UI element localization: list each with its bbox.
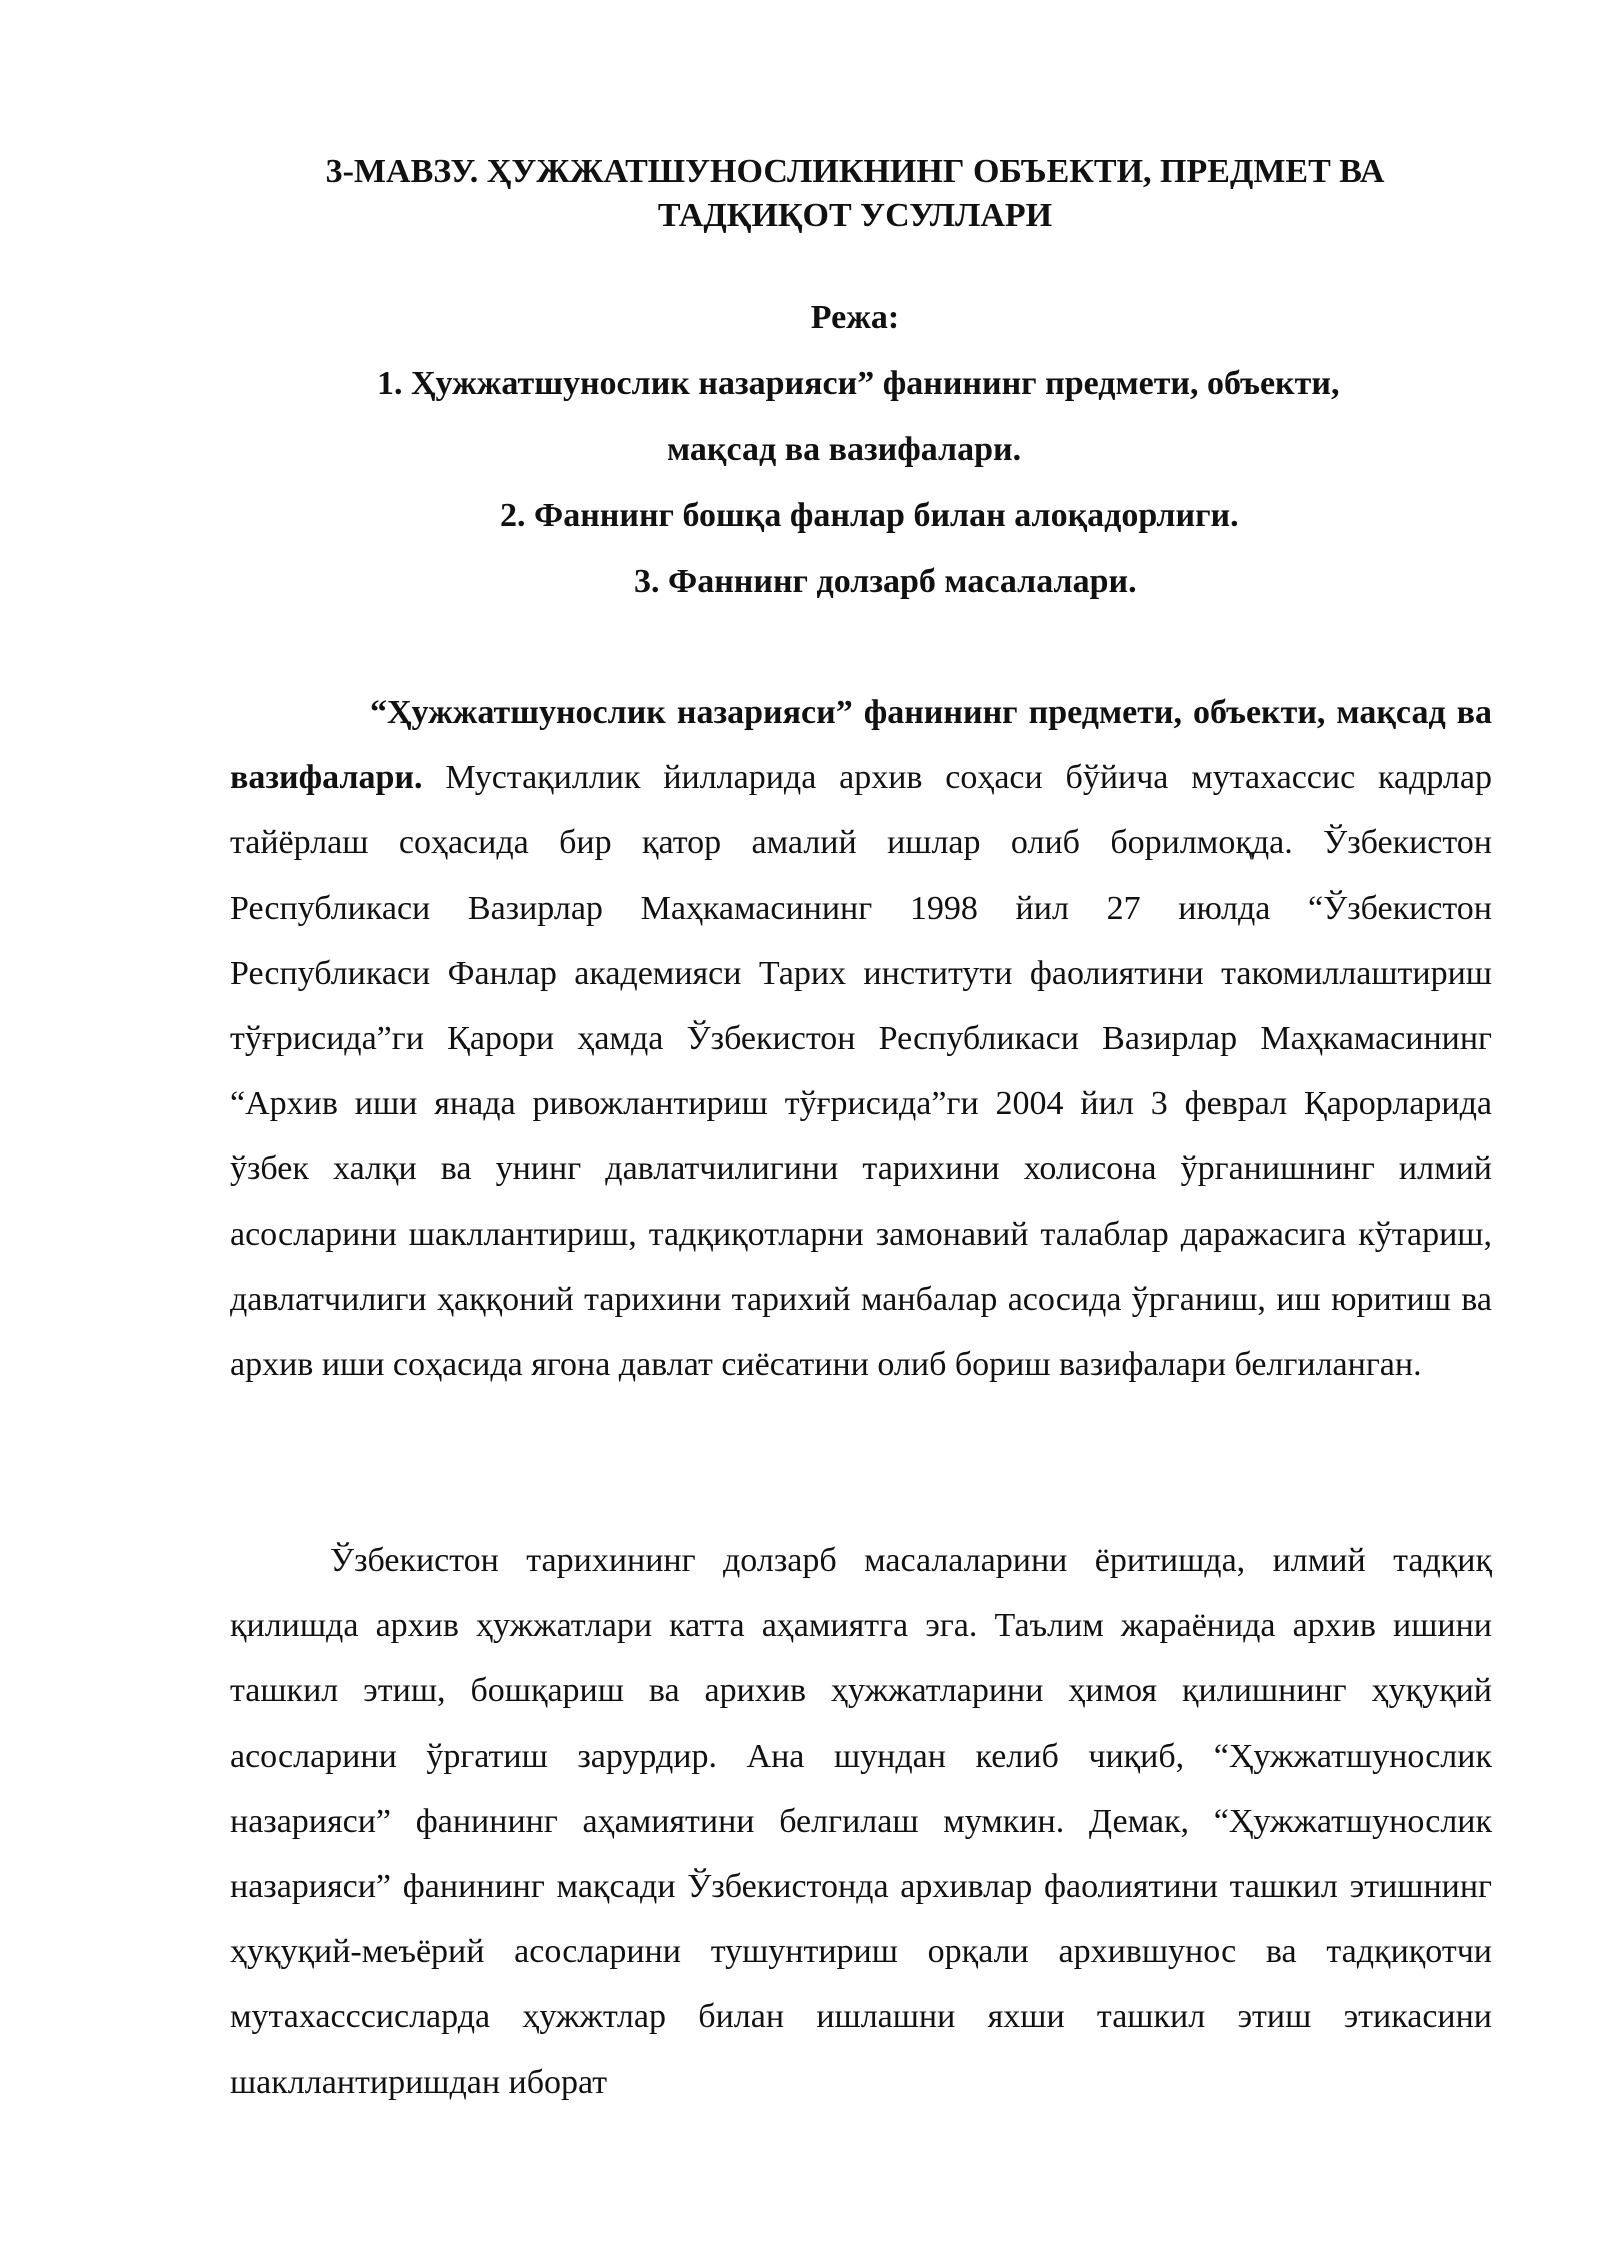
plan-heading: Режа: (810, 299, 900, 336)
plan-item-1: 1. Ҳужжатшунослик назарияси” фанининг предмети, объекти, (377, 365, 1340, 402)
plan-item-1-continued: мақсад ва вазифалари. (667, 431, 1022, 468)
plan-item-2: 2. Фаннинг бошқа фанлар билан алоқадорлиги. (500, 497, 1239, 534)
paragraph-1 (230, 680, 1492, 1397)
plan-item-3: 3. Фаннинг долзарб масалалари. (634, 563, 1137, 600)
paragraph-1-heading: “Ҳужжатшунослик назарияси” фанининг предмети, объекти, мақсад ва вазифалари. (230, 694, 1492, 797)
paragraph-2 (230, 1528, 1492, 2115)
title-line-2: ТАДҚИҚОТ УСУЛЛАРИ (657, 197, 1053, 234)
title-line-1: 3-МАВЗУ. ҲУЖЖАТШУНОСЛИКНИНГ ОБЪЕКТИ, ПРЕДМЕТ ВА (325, 153, 1385, 190)
paragraph-1-body: Мустақиллик йилларида архив соҳаси бўйича мутахассис кадрлар тайёрлаш соҳасида бир қатор амалий ишлар олиб борилмоқда. Ўзбекистон Республикаси Вазирлар Маҳкамасининг 1998 йил 27 июлда “Ўзбекистон Республикаси Фанлар академияси Тарих институти фаолиятини такомиллаштириш тўғрисида”ги Қарори ҳамда Ўзбекистон Республикаси Вазирлар Маҳкамасининг “Архив иши янада ривожлантириш тўғрисида”ги 2004 йил 3 феврал Қарорларида ўзбек халқи ва унинг давлатчилигини тарихини холисона ўрганишнинг илмий асосларини шакллантириш, тадқиқотларни замонавий талаблар даражасига кўтариш, давлатчилиги ҳаққоний тарихини тарихий манбалар асосида ўрганиш, иш юритиш ва архив иши соҳасида ягона давлат сиёсатини олиб бориш вазифалари белгиланган. (230, 759, 1492, 1384)
paragraph-2-body: Ўзбекистон тарихининг долзарб масалаларини ёритишда, илмий тадқиқ қилишда архив ҳужжатлари катта аҳамиятга эга. Таълим жараёнида архив ишини ташкил этиш, бошқариш ва арихив ҳужжатларини ҳимоя қилишнинг ҳуқуқий асосларини ўргатиш зарурдир. Ана шундан келиб чиқиб, “Ҳужжатшунослик назарияси” фанининг аҳамиятини белгилаш мумкин. Демак, “Ҳужжатшунослик назарияси” фанининг мақсади Ўзбекистонда архивлар фаолиятини ташкил этишнинг ҳуқуқий-меъёрий асосларини тушунтириш орқали архившунос ва тадқиқотчи мутахасссисларда ҳужжтлар билан ишлашни яхши ташкил этиш этикасини шакллантиришдан иборат (230, 1542, 1492, 2101)
document-title (230, 150, 1480, 238)
